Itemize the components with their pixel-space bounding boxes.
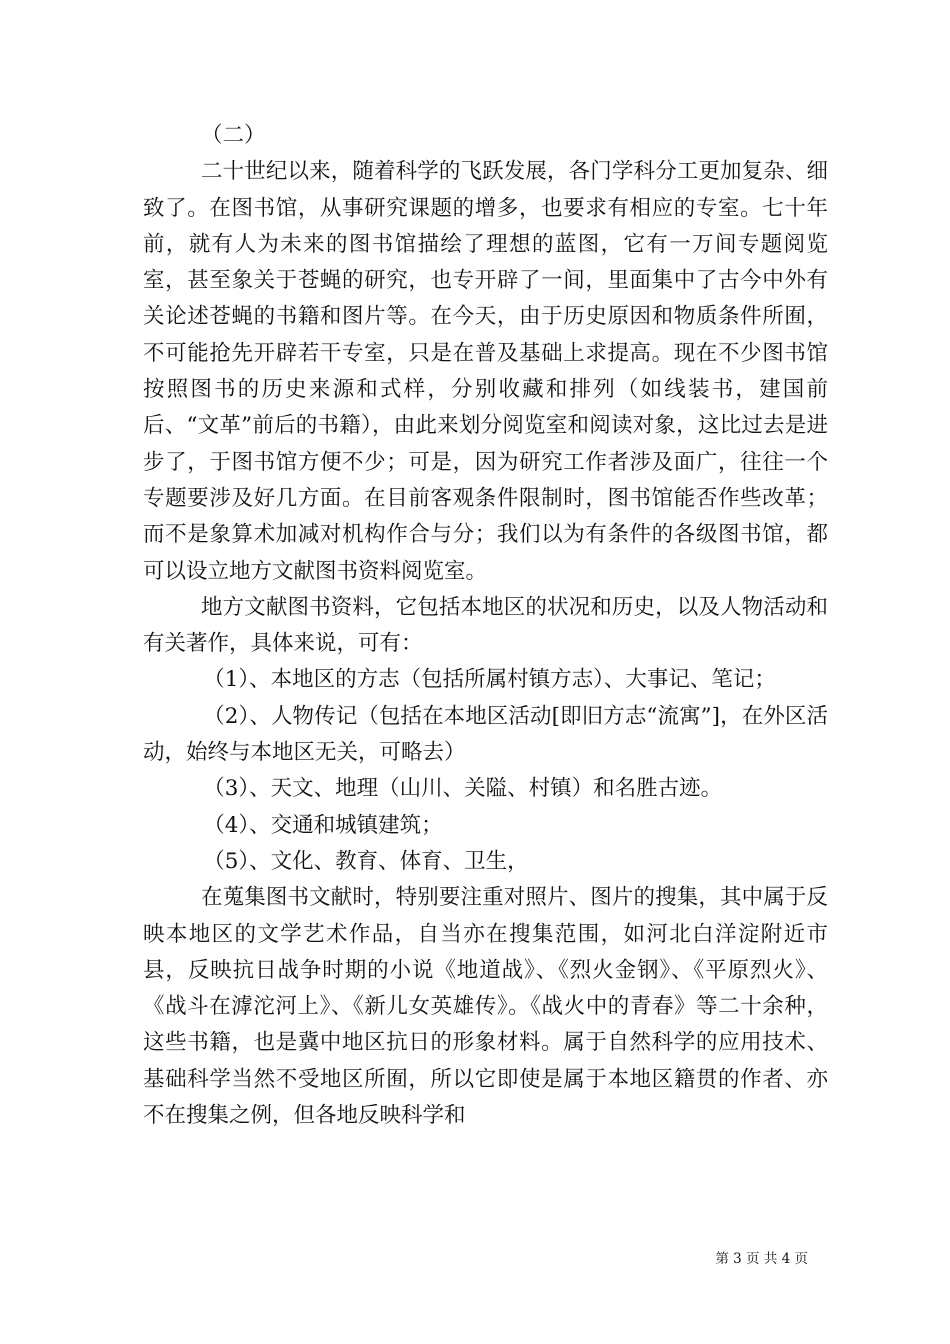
page-indicator: 第 3 页 共 4 页 bbox=[715, 1251, 808, 1267]
list-item: （2）、人物传记（包括在本地区活动[即旧方志“流寓”]，在外区活动，始终与本地区无关，可略去） bbox=[143, 703, 828, 766]
list-item: （1）、本地区的方志（包括所属村镇方志）、大事记、笔记； bbox=[203, 667, 776, 693]
section-heading: （二） bbox=[201, 123, 266, 148]
paragraph-2: 地方文献图书资料，它包括本地区的状况和历史，以及人物活动和有关著作，具体来说，可有： bbox=[143, 594, 828, 657]
document-body bbox=[143, 118, 828, 1134]
list-item: （5）、文化、教育、体育、卫生， bbox=[203, 848, 529, 874]
page-footer bbox=[0, 1247, 808, 1267]
list-item: （4）、交通和城镇建筑； bbox=[203, 812, 443, 838]
closing-paragraph: 在蒐集图书文献时，特别要注重对照片、图片的搜集，其中属于反映本地区的文学艺术作品，自当亦在搜集范围，如河北白洋淀附近市县，反映抗日战争时期的小说《地道战》、《烈火金钢》、《平原烈火》、《战斗在滹沱河上》、《新儿女英雄传》。《战火中的青春》等二十余种，这些书籍，也是冀中地区抗日的形象材料。属于自然科学的应用技术、基础科学当然不受地区所囿，所以它即使是属于本地区籍贯的作者、亦不在搜集之例，但各地反映科学和 bbox=[143, 885, 828, 1129]
paragraph-1: 二十世纪以来，随着科学的飞跃发展，各门学科分工更加复杂、细致了。在图书馆，从事研究课题的增多，也要求有相应的专室。七十年前，就有人为未来的图书馆描绘了理想的蓝图，它有一万间专题阅览室，甚至象关于苍蝇的研究，也专开辟了一间，里面集中了古今中外有关论述苍蝇的书籍和图片等。在今天，由于历史原因和物质条件所囿，不可能抢先开辟若干专室，只是在普及基础上求提高。现在不少图书馆按照图书的历史来源和式样，分别收藏和排列（如线装书，建国前后、“文革”前后的书籍），由此来划分阅览室和阅读对象，这比过去是进步了，于图书馆方便不少；可是，因为研究工作者涉及面广，往往一个专题要涉及好几方面。在目前客观条件限制时，图书馆能否作些改革；而不是象算术加减对机构作合与分；我们以为有条件的各级图书馆，都可以设立地方文献图书资料阅览室。 bbox=[143, 159, 828, 584]
list-item: （3）、天文、地理（山川、关隘、村镇）和名胜古迹。 bbox=[203, 776, 723, 802]
